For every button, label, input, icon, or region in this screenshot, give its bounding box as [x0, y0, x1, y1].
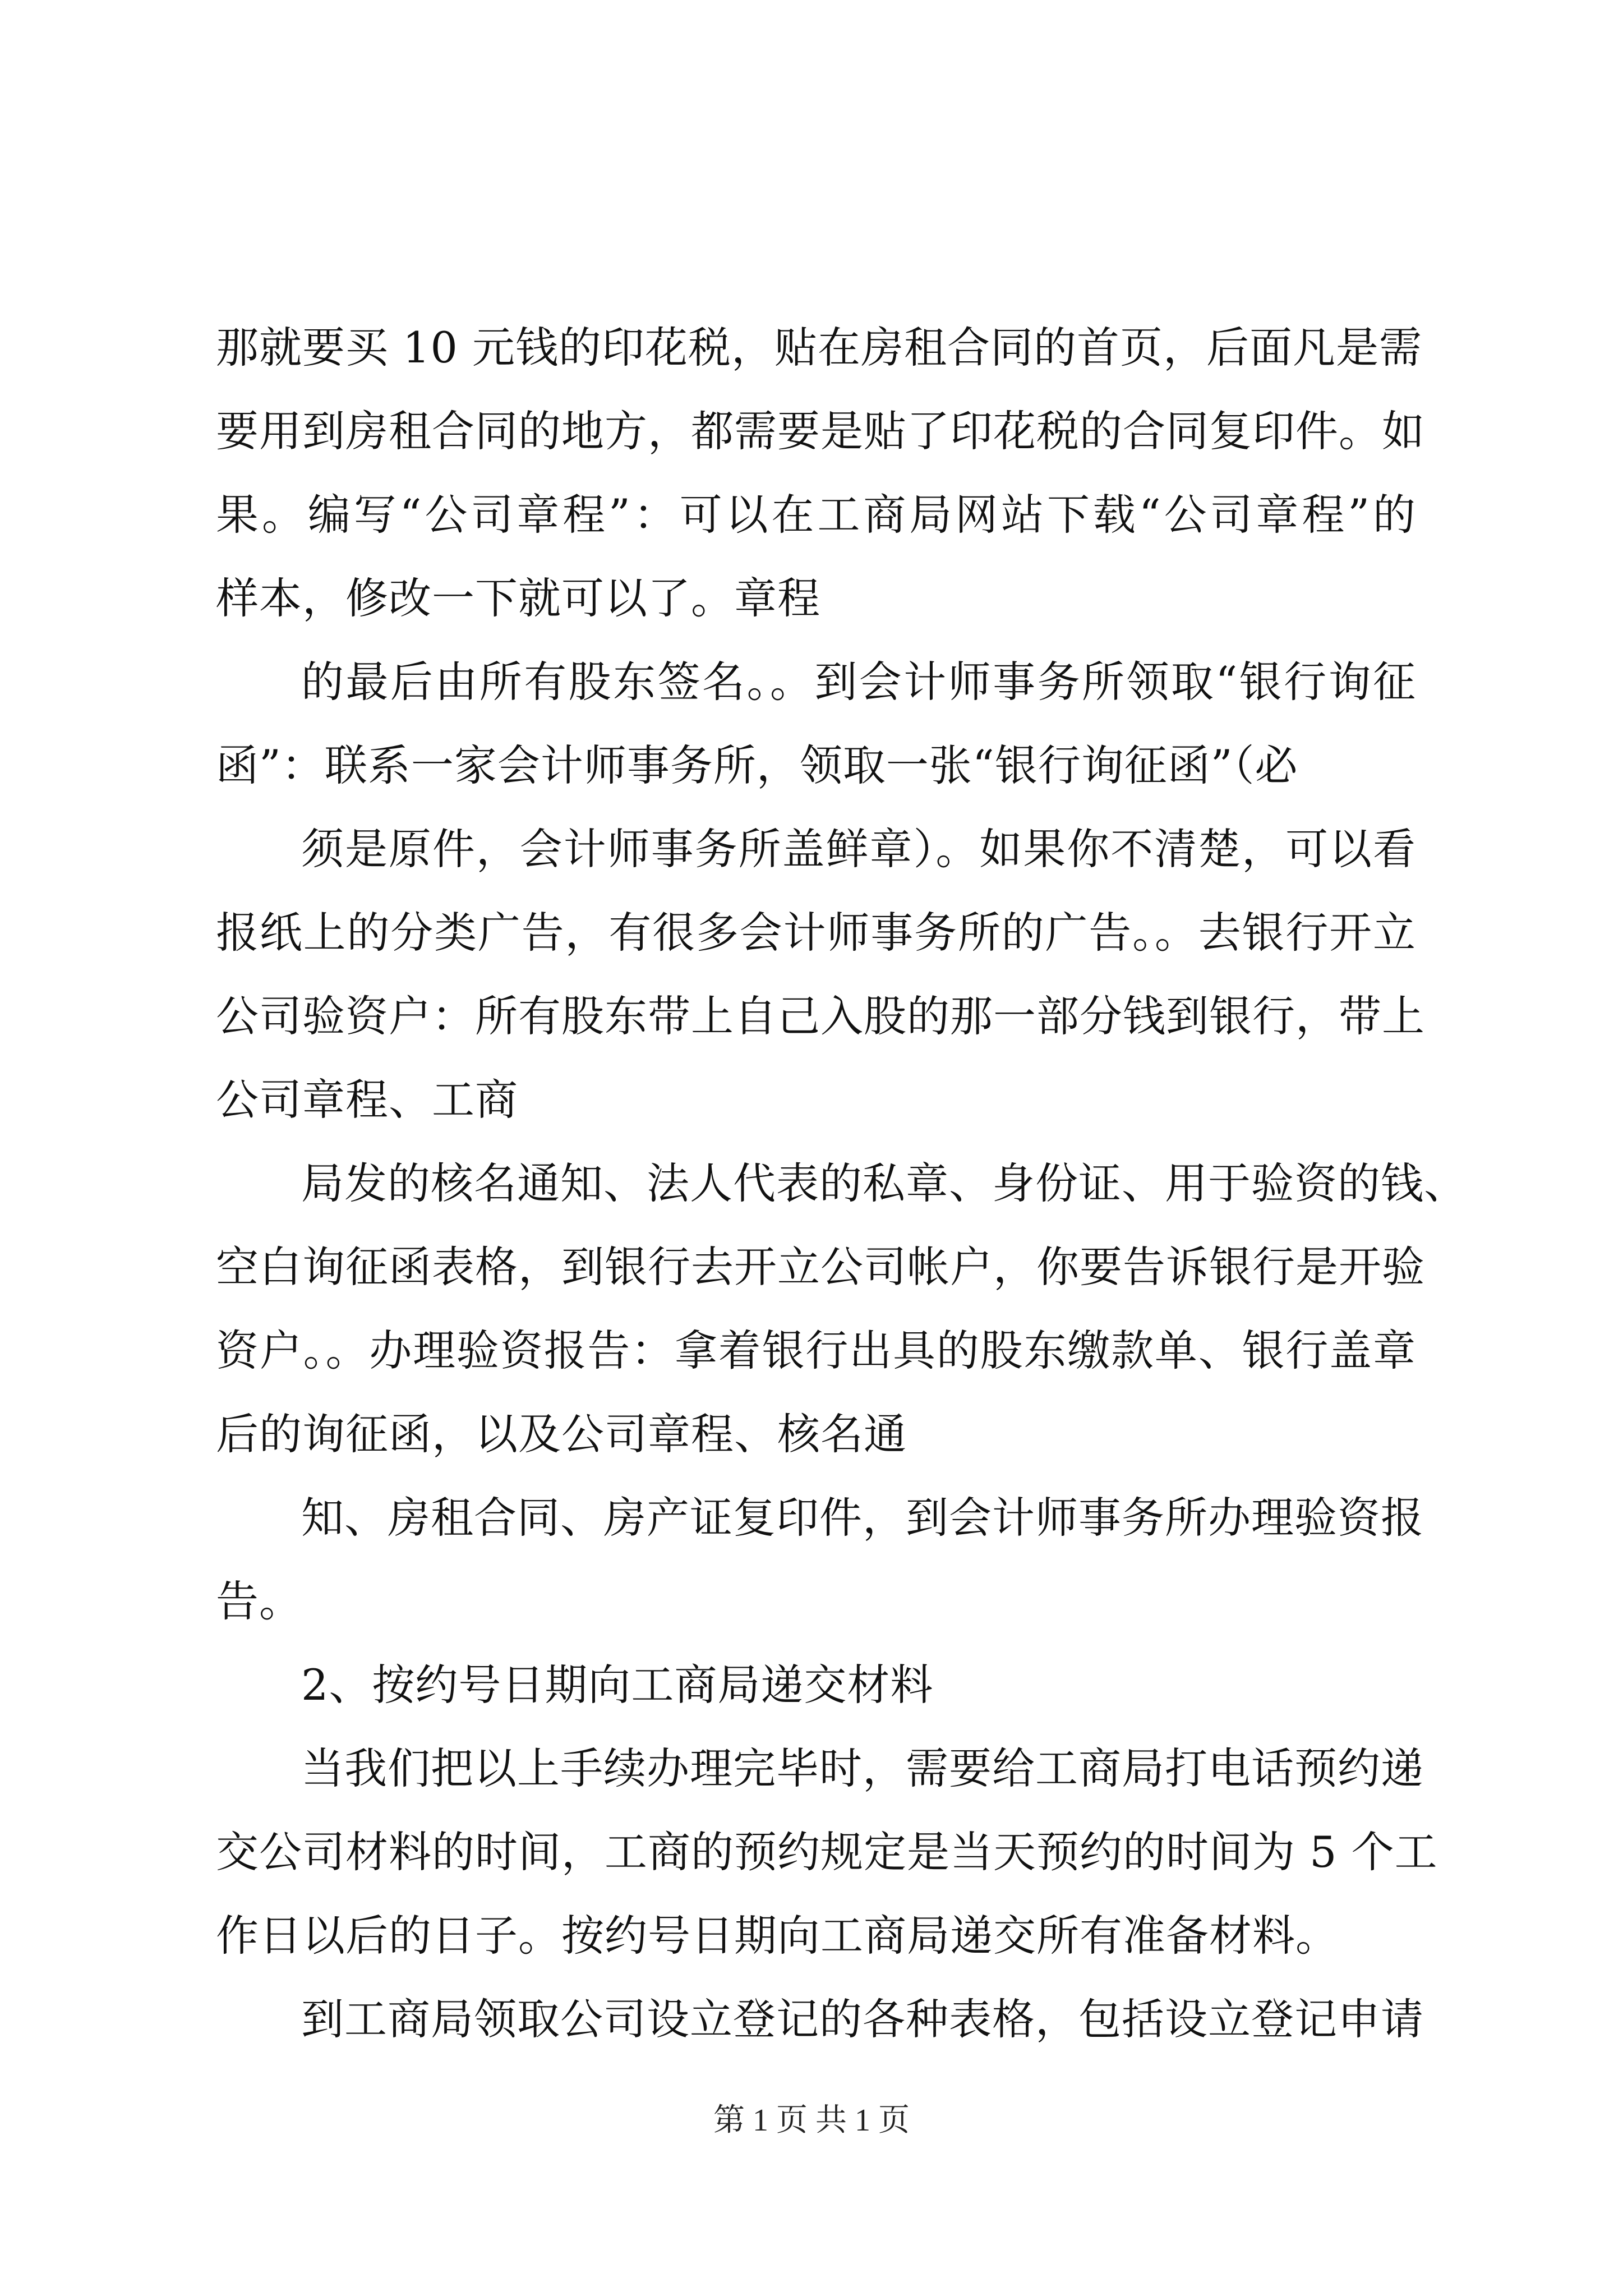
text-line: 公司章程、工商: [216, 1075, 518, 1125]
text-line: 空白询征函表格，到银行去开立公司帐户，你要告诉银行是开验: [216, 1242, 1425, 1292]
text-line: 须是原件，会计师事务所盖鲜章）。如果你不清楚，可以看: [301, 824, 1416, 874]
text-line: 知、房租合同、房产证复印件，到会计师事务所办理验资报: [301, 1493, 1424, 1543]
text-line: 要用到房租合同的地方，都需要是贴了印花税的合同复印件。如: [216, 406, 1425, 456]
text-line: 函”：联系一家会计师事务所，领取一张“银行询征函”（必: [216, 740, 1298, 790]
text-line: 的最后由所有股东签名。。到会计师事务所领取“银行询征: [301, 657, 1416, 707]
text-line: 告。: [216, 1576, 302, 1626]
section-heading: 2、按约号日期向工商局递交材料: [301, 1660, 934, 1710]
text-line: 局发的核名通知、法人代表的私章、身份证、用于验资的钱、: [301, 1158, 1467, 1208]
document-body: [216, 306, 1467, 2061]
text-line: 当我们把以上手续办理完毕时，需要给工商局打电话预约递: [301, 1743, 1424, 1793]
text-line: 交公司材料的时间，工商的预约规定是当天预约的时间为 5 个工: [216, 1827, 1438, 1877]
text-line: 资户。。办理验资报告：拿着银行出具的股东缴款单、银行盖章: [216, 1326, 1416, 1375]
text-line: 报纸上的分类广告，有很多会计师事务所的广告。。去银行开立: [216, 908, 1416, 958]
page-number-footer: 第 1 页 共 1 页: [713, 2103, 910, 2138]
text-line: 那就要买 10 元钱的印花税，贴在房租合同的首页，后面凡是需: [216, 323, 1423, 372]
text-line: 作日以后的日子。按约号日期向工商局递交所有准备材料。: [216, 1911, 1339, 1961]
text-line: 后的询征函，以及公司章程、核名通: [216, 1409, 907, 1459]
text-line: 果。编写“公司章程”：可以在工商局网站下载“公司章程”的: [216, 490, 1416, 540]
text-line: 样本，修改一下就可以了。章程: [216, 573, 820, 623]
text-line: 公司验资户：所有股东带上自己入股的那一部分钱到银行，带上: [216, 991, 1425, 1041]
text-line: 到工商局领取公司设立登记的各种表格，包括设立登记申请: [301, 1994, 1424, 2044]
